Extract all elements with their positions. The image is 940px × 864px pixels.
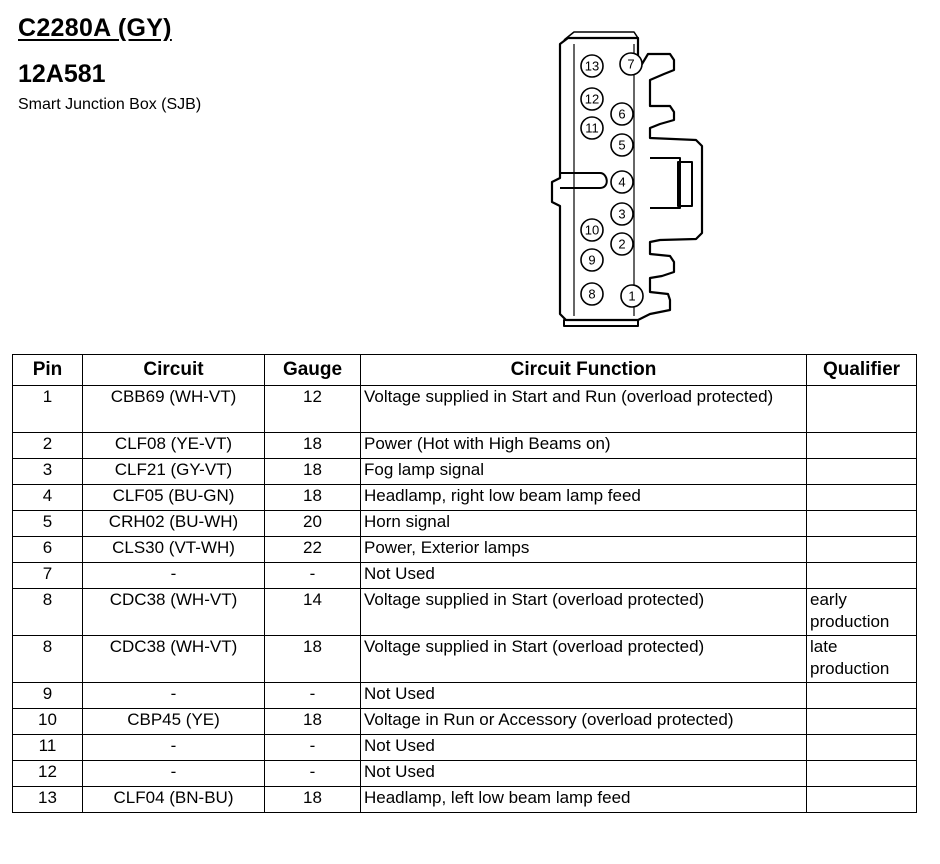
- gauge-cell: 20: [265, 511, 361, 537]
- column-header-qualifier: Qualifier: [807, 355, 917, 386]
- connector-pin-5: [611, 134, 633, 156]
- table-row: [13, 709, 917, 735]
- gauge-cell: 18: [265, 485, 361, 511]
- pin-cell: 7: [13, 563, 83, 589]
- function-cell: Voltage in Run or Accessory (overload protected): [361, 709, 807, 735]
- gauge-cell: 18: [265, 787, 361, 813]
- function-cell: Headlamp, right low beam lamp feed: [361, 485, 807, 511]
- pin-number-label: 7: [627, 56, 635, 72]
- pin-cell: 1: [13, 386, 83, 433]
- pin-number-label: 6: [618, 106, 626, 122]
- function-cell: Fog lamp signal: [361, 459, 807, 485]
- connector-key-slot: [560, 173, 607, 188]
- table-row: [13, 636, 917, 683]
- column-header-circuit: Circuit: [83, 355, 265, 386]
- pin-number-label: 4: [618, 174, 626, 190]
- connector-latch: [650, 158, 680, 208]
- connector-pin-6: [611, 103, 633, 125]
- gauge-cell: -: [265, 563, 361, 589]
- function-cell: Not Used: [361, 761, 807, 787]
- table-row: [13, 761, 917, 787]
- table-row: [13, 511, 917, 537]
- function-cell: Not Used: [361, 563, 807, 589]
- connector-pin-9: [581, 249, 603, 271]
- qualifier-cell: early production: [807, 589, 917, 636]
- pin-number-label: 1: [628, 288, 636, 304]
- connector-pin-11: [581, 117, 603, 139]
- gauge-cell: 18: [265, 636, 361, 683]
- pin-number-label: 12: [584, 91, 600, 107]
- pin-cell: 2: [13, 433, 83, 459]
- qualifier-cell: [807, 787, 917, 813]
- pin-cell: 3: [13, 459, 83, 485]
- pin-number-label: 11: [585, 120, 599, 136]
- gauge-cell: 22: [265, 537, 361, 563]
- connector-pin-1: [621, 285, 643, 307]
- function-cell: Power (Hot with High Beams on): [361, 433, 807, 459]
- qualifier-cell: [807, 386, 917, 433]
- circuit-cell: CLS30 (VT-WH): [83, 537, 265, 563]
- circuit-cell: CRH02 (BU-WH): [83, 511, 265, 537]
- circuit-cell: -: [83, 563, 265, 589]
- pin-number-label: 2: [618, 236, 626, 252]
- pin-cell: 10: [13, 709, 83, 735]
- column-header-gauge: Gauge: [265, 355, 361, 386]
- function-cell: Not Used: [361, 683, 807, 709]
- qualifier-cell: [807, 709, 917, 735]
- table-row: [13, 735, 917, 761]
- circuit-cell: -: [83, 683, 265, 709]
- qualifier-cell: [807, 433, 917, 459]
- circuit-cell: CDC38 (WH-VT): [83, 636, 265, 683]
- connector-pin-12: [581, 88, 603, 110]
- table-row: [13, 386, 917, 433]
- function-cell: Horn signal: [361, 511, 807, 537]
- pin-cell: 4: [13, 485, 83, 511]
- gauge-cell: 18: [265, 433, 361, 459]
- table-row: [13, 459, 917, 485]
- pin-cell: 8: [13, 636, 83, 683]
- pin-cell: 12: [13, 761, 83, 787]
- function-cell: Power, Exterior lamps: [361, 537, 807, 563]
- pin-cell: 6: [13, 537, 83, 563]
- circuit-cell: CDC38 (WH-VT): [83, 589, 265, 636]
- pin-number-label: 10: [584, 222, 600, 238]
- gauge-cell: 12: [265, 386, 361, 433]
- connector-pin-7: [620, 53, 642, 75]
- table-row: [13, 537, 917, 563]
- connector-pin-13: [581, 55, 603, 77]
- table-row: [13, 563, 917, 589]
- circuit-cell: CLF04 (BN-BU): [83, 787, 265, 813]
- function-cell: Voltage supplied in Start and Run (overload protected): [361, 386, 807, 433]
- connector-pin-3: [611, 203, 633, 225]
- connector-pin-2: [611, 233, 633, 255]
- pin-cell: 11: [13, 735, 83, 761]
- function-cell: Headlamp, left low beam lamp feed: [361, 787, 807, 813]
- pin-number-label: 13: [584, 58, 600, 74]
- connector-face-diagram: [530, 28, 730, 328]
- pin-table-header-row: [13, 355, 917, 386]
- function-cell: Voltage supplied in Start (overload protected): [361, 636, 807, 683]
- pin-cell: 8: [13, 589, 83, 636]
- circuit-cell: CLF08 (YE-VT): [83, 433, 265, 459]
- qualifier-cell: [807, 563, 917, 589]
- qualifier-cell: [807, 735, 917, 761]
- circuit-cell: CBB69 (WH-VT): [83, 386, 265, 433]
- qualifier-cell: [807, 459, 917, 485]
- table-row: [13, 433, 917, 459]
- circuit-cell: CBP45 (YE): [83, 709, 265, 735]
- column-header-pin: Pin: [13, 355, 83, 386]
- connector-base: [564, 320, 638, 326]
- part-number: 12A581: [18, 60, 106, 88]
- circuit-cell: CLF21 (GY-VT): [83, 459, 265, 485]
- circuit-cell: -: [83, 735, 265, 761]
- function-cell: Not Used: [361, 735, 807, 761]
- connector-pin-10: [581, 219, 603, 241]
- pin-number-label: 5: [618, 137, 626, 153]
- table-row: [13, 683, 917, 709]
- pin-table: [12, 354, 917, 813]
- qualifier-cell: [807, 761, 917, 787]
- gauge-cell: 18: [265, 459, 361, 485]
- pin-cell: 5: [13, 511, 83, 537]
- circuit-cell: CLF05 (BU-GN): [83, 485, 265, 511]
- pin-cell: 13: [13, 787, 83, 813]
- table-row: [13, 485, 917, 511]
- qualifier-cell: late production: [807, 636, 917, 683]
- gauge-cell: 18: [265, 709, 361, 735]
- table-row: [13, 787, 917, 813]
- function-cell: Voltage supplied in Start (overload protected): [361, 589, 807, 636]
- pin-number-label: 9: [588, 252, 596, 268]
- qualifier-cell: [807, 485, 917, 511]
- pin-number-label: 8: [588, 286, 596, 302]
- module-name: Smart Junction Box (SJB): [18, 96, 202, 113]
- qualifier-cell: [807, 683, 917, 709]
- connector-pin-8: [581, 283, 603, 305]
- table-row: [13, 589, 917, 636]
- circuit-cell: -: [83, 761, 265, 787]
- gauge-cell: -: [265, 735, 361, 761]
- gauge-cell: -: [265, 683, 361, 709]
- pin-cell: 9: [13, 683, 83, 709]
- qualifier-cell: [807, 511, 917, 537]
- connector-id-title: C2280A (GY): [18, 14, 172, 42]
- gauge-cell: -: [265, 761, 361, 787]
- gauge-cell: 14: [265, 589, 361, 636]
- pin-number-label: 3: [618, 206, 626, 222]
- column-header-circuit-function: Circuit Function: [361, 355, 807, 386]
- qualifier-cell: [807, 537, 917, 563]
- connector-pin-4: [611, 171, 633, 193]
